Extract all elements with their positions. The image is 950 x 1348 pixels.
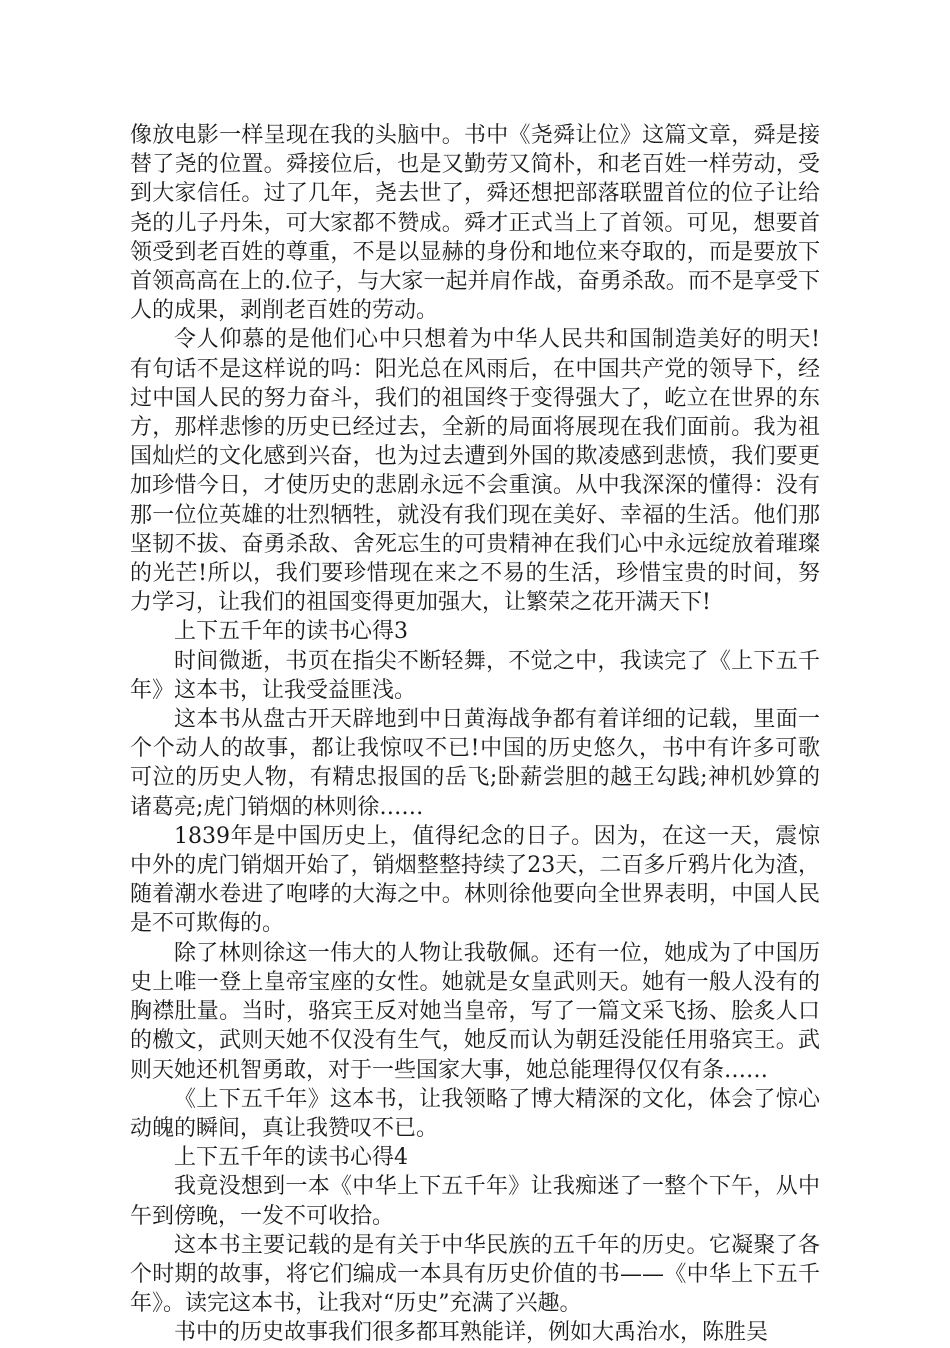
- paragraph: 这本书从盘古开天辟地到中日黄海战争都有着详细的记载，里面一个个动人的故事，都让我惊叹不已!中国的历史悠久，书中有许多可歌可泣的历史人物，有精忠报国的岳飞;卧薪尝胆的越王勾践;神机妙算的诸葛亮;虎门销烟的林则徐……: [130, 707, 820, 820]
- paragraph: 令人仰慕的是他们心中只想着为中华人民共和国制造美好的明天!有句话不是这样说的吗：阳光总在风雨后，在中国共产党的领导下，经过中国人民的努力奋斗，我们的祖国终于变得强大了，屹立在世界的东方，那样悲惨的历史已经过去，全新的局面将展现在我们面前。我为祖国灿烂的文化感到兴奋，也为过去遭到外国的欺凌感到悲愤，我们要更加珍惜今日，才使历史的悲剧永远不会重演。从中我深深的懂得：没有那一位位英雄的壮烈牺牲，就没有我们现在美好、幸福的生活。他们那坚韧不拔、奋勇杀敌、舍死忘生的可贵精神在我们心中永远绽放着璀璨的光芒!所以，我们要珍惜现在来之不易的生活，珍惜宝贵的时间，努力学习，让我们的祖国变得更加强大，让繁荣之花开满天下!: [130, 327, 820, 616]
- paragraph: 《上下五千年》这本书，让我领略了博大精深的文化，体会了惊心动魄的瞬间，真让我赞叹不已。: [130, 1086, 820, 1141]
- paragraph: 时间微逝，书页在指尖不断轻舞，不觉之中，我读完了《上下五千年》这本书，让我受益匪浅。: [130, 648, 820, 703]
- paragraph: 书中的历史故事我们很多都耳熟能详，例如大禹治水，陈胜吴: [174, 1320, 769, 1346]
- section-heading: 上下五千年的读书心得4: [174, 1145, 408, 1171]
- paragraph: 像放电影一样呈现在我的头脑中。书中《尧舜让位》这篇文章，舜是接替了尧的位置。舜接位后，也是又勤劳又简朴，和老百姓一样劳动，受到大家信任。过了几年，尧去世了，舜还想把部落联盟首位的位子让给尧的儿子丹朱，可大家都不赞成。舜才正式当上了首领。可见，想要首领受到老百姓的尊重，不是以显赫的身份和地位来夺取的，而是要放下首领高高在上的.位子，与大家一起并肩作战，奋勇杀敌。而不是享受下人的成果，剥削老百姓的劳动。: [130, 123, 820, 324]
- paragraph: 1839年是中国历史上，值得纪念的日子。因为，在这一天，震惊中外的虎门销烟开始了，销烟整整持续了23天，二百多斤鸦片化为渣，随着潮水卷进了咆哮的大海之中。林则徐他要向全世界表明，中国人民是不可欺侮的。: [130, 823, 820, 937]
- section-heading: 上下五千年的读书心得3: [174, 619, 408, 645]
- paragraph: 除了林则徐这一伟大的人物让我敬佩。还有一位，她成为了中国历史上唯一登上皇帝宝座的女性。她就是女皇武则天。她有一般人没有的胸襟肚量。当时，骆宾王反对她当皇帝，写了一篇文采飞扬、脍炙人口的檄文，武则天她不仅没有生气，她反而认为朝廷没能任用骆宾王。武则天她还机智勇敢，对于一些国家大事，她总能理得仅仅有条……: [130, 940, 820, 1083]
- paragraph: 这本书主要记载的是有关于中华民族的五千年的历史。它凝聚了各个时期的故事，将它们编成一本具有历史价值的书——《中华上下五千年》。读完这本书，让我对“历史”充满了兴趣。: [130, 1232, 820, 1317]
- document-body: [130, 121, 820, 1348]
- paragraph: 我竟没想到一本《中华上下五千年》让我痴迷了一整个下午，从中午到傍晚，一发不可收拾。: [130, 1174, 820, 1229]
